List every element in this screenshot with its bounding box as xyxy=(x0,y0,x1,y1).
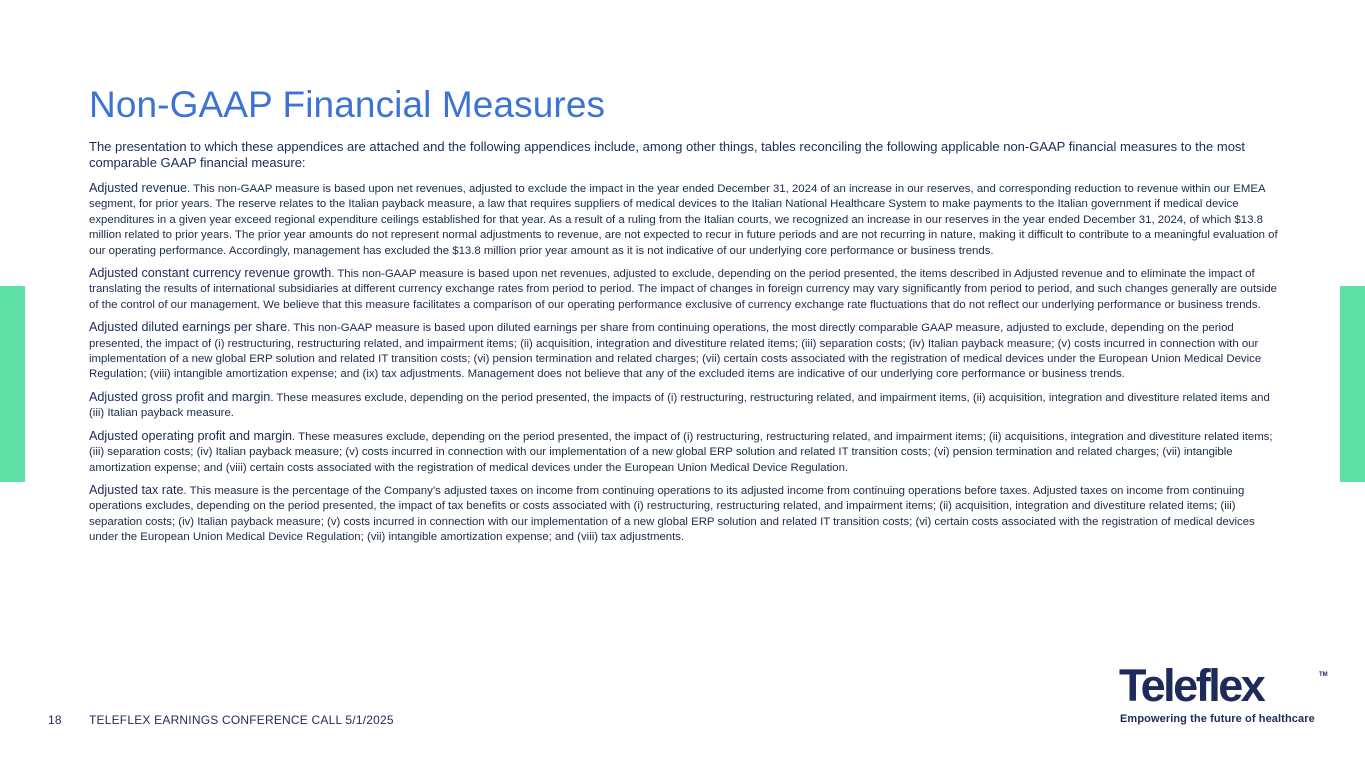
definition-adjusted-constant-currency-revenue-growth xyxy=(89,266,1279,313)
definition-term: Adjusted diluted earnings per share xyxy=(89,320,288,335)
intro-paragraph: The presentation to which these appendices are attached and the following appendices include, among other things, tables reconciling the following applicable non-GAAP financial measures to the most comparable GAAP financial measure: xyxy=(89,139,1246,170)
definition-term: Adjusted revenue xyxy=(89,181,188,195)
footer-text: TELEFLEX EARNINGS CONFERENCE CALL 5/1/2025 xyxy=(89,713,394,727)
definition-adjusted-operating-profit xyxy=(89,429,1279,476)
page-number: 18 xyxy=(48,713,62,727)
definition-term: Adjusted operating profit and margin xyxy=(89,428,293,443)
definition-body: . This non-GAAP measure is based upon net revenues, adjusted to exclude, depending on the period presented, the items described in Adjusted revenue and to eliminate the impact of translating the results of international subsidiaries at different currency exchange rates from period to period. The impact of changes in foreign currency may vary significantly from period to period, and such changes generally are outside of the control of our management. We believe that this measure facilitates a comparison of our operating performance exclusive of currency exchange rate fluctuations that do not reflect our underlying performance or business trends. xyxy=(89,268,1278,311)
definition-body: . These measures exclude, depending on the period presented, the impact of (i) restructuring, restructuring related, and impairment items; (ii) acquisitions, integration and divestiture related items; (iii) separation costs; (iv) Italian payback measure; (v) costs incurred in connection with our implementation of a new global ERP solution and related IT transition costs; (vi) pension termination and related charges; (vii) intangible amortization expense; and (viii) certain costs associated with the registration of medical devices under the European Union Medical Device Regulation. xyxy=(89,430,1273,474)
definition-term: Adjusted gross profit and margin xyxy=(89,389,271,404)
page-title: Non-GAAP Financial Measures xyxy=(89,84,606,125)
definition-adjusted-tax-rate xyxy=(89,483,1279,546)
definition-body: . This non-GAAP measure is based upon net revenues, adjusted to exclude the impact in the year ended December 31, 2024 of an increase in our reserves, and corresponding reduction to revenue within our EMEA segment, for prior years. The reserve relates to the Italian payback measure, a law that requires suppliers of medical devices to the Italian National Healthcare System to make payments to the Italian government if medical device expenditures in a given year exceed regional expenditure ceilings established for that year. As a result of a ruling from the Italian courts, we recognized an increase in our reserves in the year ended December 31, 2024, of which $13.8 million related to prior years. The prior year amounts do not represent normal adjustments to revenue, are not expected to recur in future periods and are not recurring in nature, making it difficult to contribute to a meaningful evaluation of our operating performance. Accordingly, management has excluded the $13.8 million prior year amount as it is not indicative of our underlying core performance or business trends. xyxy=(89,183,1278,257)
definition-adjusted-diluted-eps xyxy=(89,320,1279,383)
teleflex-logo xyxy=(1119,662,1329,728)
definition-body: . These measures exclude, depending on the period presented, the impacts of (i) restructuring, restructuring related, and impairment items, (ii) acquisition, integration and divestiture related items and (iii) Italian payback measure. xyxy=(89,391,1270,420)
definition-term: Adjusted tax rate xyxy=(89,482,184,497)
logo-trademark: TM xyxy=(1319,672,1328,678)
definition-adjusted-revenue xyxy=(89,181,1279,259)
definition-adjusted-gross-profit xyxy=(89,390,1279,422)
definition-body: . This non-GAAP measure is based upon diluted earnings per share from continuing operations, the most directly comparable GAAP measure, adjusted to exclude, depending on the period presented, the impact of (i) restructuring, restructuring related, and impairment items; (ii) acquisition, integration and divestiture related items; (iii) separation costs; (iv) Italian payback measure; (v) costs incurred in connection with our implementation of a new global ERP solution and related IT transition costs; (vi) pension termination and related charges; (vii) certain costs associated with the registration of medical devices under the European Union Medical Device Regulation; (viii) intangible amortization expense; and (ix) tax adjustments. Management does not believe that any of the excluded items are indicative of our underlying core performance or business trends. xyxy=(89,322,1262,381)
definition-body: . This measure is the percentage of the Company’s adjusted taxes on income from continuing operations to its adjusted income from continuing operations before taxes. Adjusted taxes on income from continuing operations excludes, depending on the period presented, the impact of tax benefits or costs associated with (i) restructuring, restructuring related, and impairment items; (ii) acquisition, integration and divestiture related items; (iii) separation costs; (iv) Italian payback measure; (v) costs incurred in connection with our implementation of a new global ERP solution and related IT transition costs; (vi) certain costs associated with the registration of medical devices under the European Union Medical Device Regulation; (vii) intangible amortization expense; and (viii) tax adjustments. xyxy=(89,484,1255,544)
right-accent-bar xyxy=(1340,286,1365,482)
definition-term: Adjusted constant currency revenue growth xyxy=(89,266,332,281)
left-accent-bar xyxy=(0,286,25,482)
definitions-list xyxy=(89,181,1279,553)
logo-tagline: Empowering the future of healthcare xyxy=(1120,713,1315,725)
logo-wordmark: Teleflex xyxy=(1119,660,1264,711)
